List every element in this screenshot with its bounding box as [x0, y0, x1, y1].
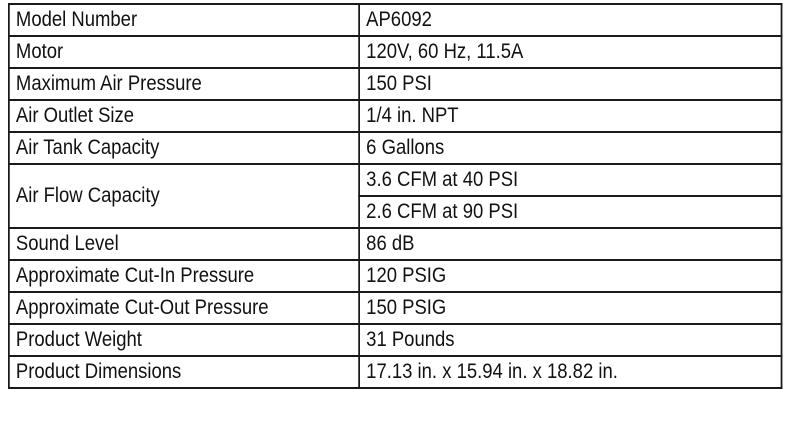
spec-label: Air Flow Capacity: [9, 164, 359, 228]
table-row: [9, 164, 782, 196]
spec-label: Product Weight: [9, 324, 359, 356]
spec-label: Maximum Air Pressure: [9, 68, 359, 100]
spec-value: 120V, 60 Hz, 11.5A: [359, 36, 781, 68]
spec-value: 3.6 CFM at 40 PSI: [359, 164, 781, 196]
spec-value: 120 PSIG: [359, 260, 781, 292]
specifications-table-body: [9, 4, 782, 388]
spec-value: 6 Gallons: [359, 132, 781, 164]
table-row: [9, 260, 782, 292]
spec-label: Air Outlet Size: [9, 100, 359, 132]
spec-label: Model Number: [9, 4, 359, 36]
table-row: [9, 228, 782, 260]
table-row: [9, 132, 782, 164]
spec-label: Approximate Cut-In Pressure: [9, 260, 359, 292]
spec-value: 86 dB: [359, 228, 781, 260]
specifications-table: [8, 3, 782, 389]
table-row: [9, 292, 782, 324]
spec-label: Air Tank Capacity: [9, 132, 359, 164]
spec-value: 150 PSIG: [359, 292, 781, 324]
table-row: [9, 68, 782, 100]
spec-value: 17.13 in. x 15.94 in. x 18.82 in.: [359, 356, 781, 388]
table-row: [9, 356, 782, 388]
table-row: [9, 4, 782, 36]
spec-label: Sound Level: [9, 228, 359, 260]
table-row: [9, 100, 782, 132]
spec-label: Product Dimensions: [9, 356, 359, 388]
spec-value: 2.6 CFM at 90 PSI: [359, 196, 781, 228]
spec-label: Approximate Cut-Out Pressure: [9, 292, 359, 324]
table-row: [9, 36, 782, 68]
table-row: [9, 324, 782, 356]
spec-value: 150 PSI: [359, 68, 781, 100]
spec-value: 1/4 in. NPT: [359, 100, 781, 132]
spec-label: Motor: [9, 36, 359, 68]
spec-value: AP6092: [359, 4, 781, 36]
spec-value: 31 Pounds: [359, 324, 781, 356]
